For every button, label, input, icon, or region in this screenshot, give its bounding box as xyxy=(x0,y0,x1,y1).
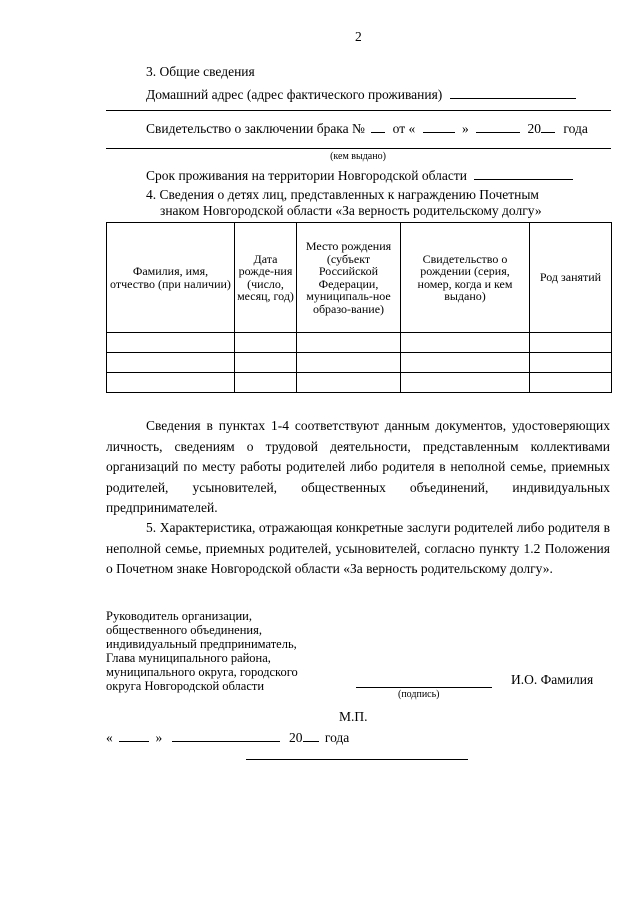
table-cell[interactable] xyxy=(297,373,401,393)
marriage-issued-by-line[interactable] xyxy=(106,148,611,149)
table-row xyxy=(107,373,612,393)
marriage-cert-row xyxy=(146,120,588,137)
children-table-header xyxy=(107,223,612,333)
date-year-suffix: года xyxy=(324,730,350,745)
home-address-label: Домашний адрес (адрес фактического проживания) xyxy=(146,87,443,102)
name-placeholder: И.О. Фамилия xyxy=(511,672,594,687)
table-cell[interactable] xyxy=(107,373,235,393)
table-cell[interactable] xyxy=(401,353,530,373)
confirmation-paragraph: Сведения в пунктах 1-4 соответствуют данным документов, удостоверяющих личность, сведениям о трудовой деятельности, представленным коллективами организаций по месту работы родителей либо родителя в неполной семье, приемных родителей, усыновителей, общественных объединений, индивидуальных предпринимателей. xyxy=(106,418,610,515)
table-cell[interactable] xyxy=(235,373,297,393)
date-year-field[interactable] xyxy=(303,729,319,742)
signatory-line: Глава муниципального района, xyxy=(106,651,271,665)
home-address-field[interactable] xyxy=(450,86,576,99)
marriage-cert-number-field[interactable] xyxy=(371,120,385,133)
marriage-quote-close: » xyxy=(462,121,469,136)
date-quote-close: » xyxy=(155,730,163,745)
table-row xyxy=(107,333,612,353)
section4-heading-line1: 4. Сведения о детях лиц, представленных к награждению Почетным xyxy=(146,187,539,202)
table-row xyxy=(107,353,612,373)
table-cell[interactable] xyxy=(530,333,612,353)
home-address-continuation-line[interactable] xyxy=(106,110,611,111)
col-header-full-name: Фамилия, имя, отчество (при наличии) xyxy=(107,223,235,333)
col-header-occupation: Род занятий xyxy=(530,223,612,333)
signature-caption: (подпись) xyxy=(398,689,440,700)
issued-by-caption: (кем выдано) xyxy=(330,151,386,162)
signatory-line: муниципального округа, городского xyxy=(106,665,298,679)
table-cell[interactable] xyxy=(107,353,235,373)
section5-paragraph: 5. Характеристика, отражающая конкретные заслуги родителей либо родителя в неполной семье, приемных родителей, усыновителей, согласно пункту 1.2 Положения о Почетном знаке Новгородской области «За верность родительскому долгу». xyxy=(106,520,610,576)
table-cell[interactable] xyxy=(297,353,401,373)
col-header-birth-place: Место рождения (субъект Российской Федерации, муниципаль-ное образо-вание) xyxy=(297,223,401,333)
table-cell[interactable] xyxy=(297,333,401,353)
col-header-birth-certificate: Свидетельство о рождении (серия, номер, когда и кем выдано) xyxy=(401,223,530,333)
date-quote-open: « xyxy=(106,730,113,745)
date-row xyxy=(106,729,349,746)
residence-row xyxy=(146,167,573,184)
residence-label: Срок проживания на территории Новгородской области xyxy=(146,168,468,183)
signatory-line: округа Новгородской области xyxy=(106,679,265,693)
marriage-day-field[interactable] xyxy=(423,120,455,133)
signatory-line: индивидуальный предприниматель, xyxy=(106,637,297,651)
table-cell[interactable] xyxy=(401,333,530,353)
signature-line[interactable] xyxy=(356,687,492,688)
children-table xyxy=(106,222,612,393)
table-cell[interactable] xyxy=(235,333,297,353)
marriage-year-prefix: 20 xyxy=(527,121,542,136)
table-cell[interactable] xyxy=(401,373,530,393)
table-cell[interactable] xyxy=(530,353,612,373)
residence-field[interactable] xyxy=(474,167,573,180)
marriage-year-field[interactable] xyxy=(541,120,555,133)
marriage-year-suffix: года xyxy=(563,121,588,136)
table-cell[interactable] xyxy=(530,373,612,393)
table-cell[interactable] xyxy=(235,353,297,373)
bottom-rule xyxy=(246,759,468,760)
signatory-block xyxy=(106,609,298,693)
section3-heading: 3. Общие сведения xyxy=(146,64,255,79)
page-number: 2 xyxy=(355,29,362,44)
date-year-prefix: 20 xyxy=(289,730,303,745)
marriage-month-field[interactable] xyxy=(476,120,520,133)
col-header-birth-date: Дата рожде-ния (число, месяц, год) xyxy=(235,223,297,333)
marriage-from-label: от « xyxy=(392,121,416,136)
signatory-line: Руководитель организации, xyxy=(106,609,252,623)
table-cell[interactable] xyxy=(107,333,235,353)
stamp-label: М.П. xyxy=(339,709,368,724)
date-month-field[interactable] xyxy=(172,729,280,742)
section4-heading-line2: знаком Новгородской области «За верность родительскому долгу» xyxy=(160,203,542,218)
marriage-cert-label: Свидетельство о заключении брака № xyxy=(146,121,365,136)
home-address-row xyxy=(146,86,576,103)
signatory-line: общественного объединения, xyxy=(106,623,262,637)
date-day-field[interactable] xyxy=(119,729,149,742)
